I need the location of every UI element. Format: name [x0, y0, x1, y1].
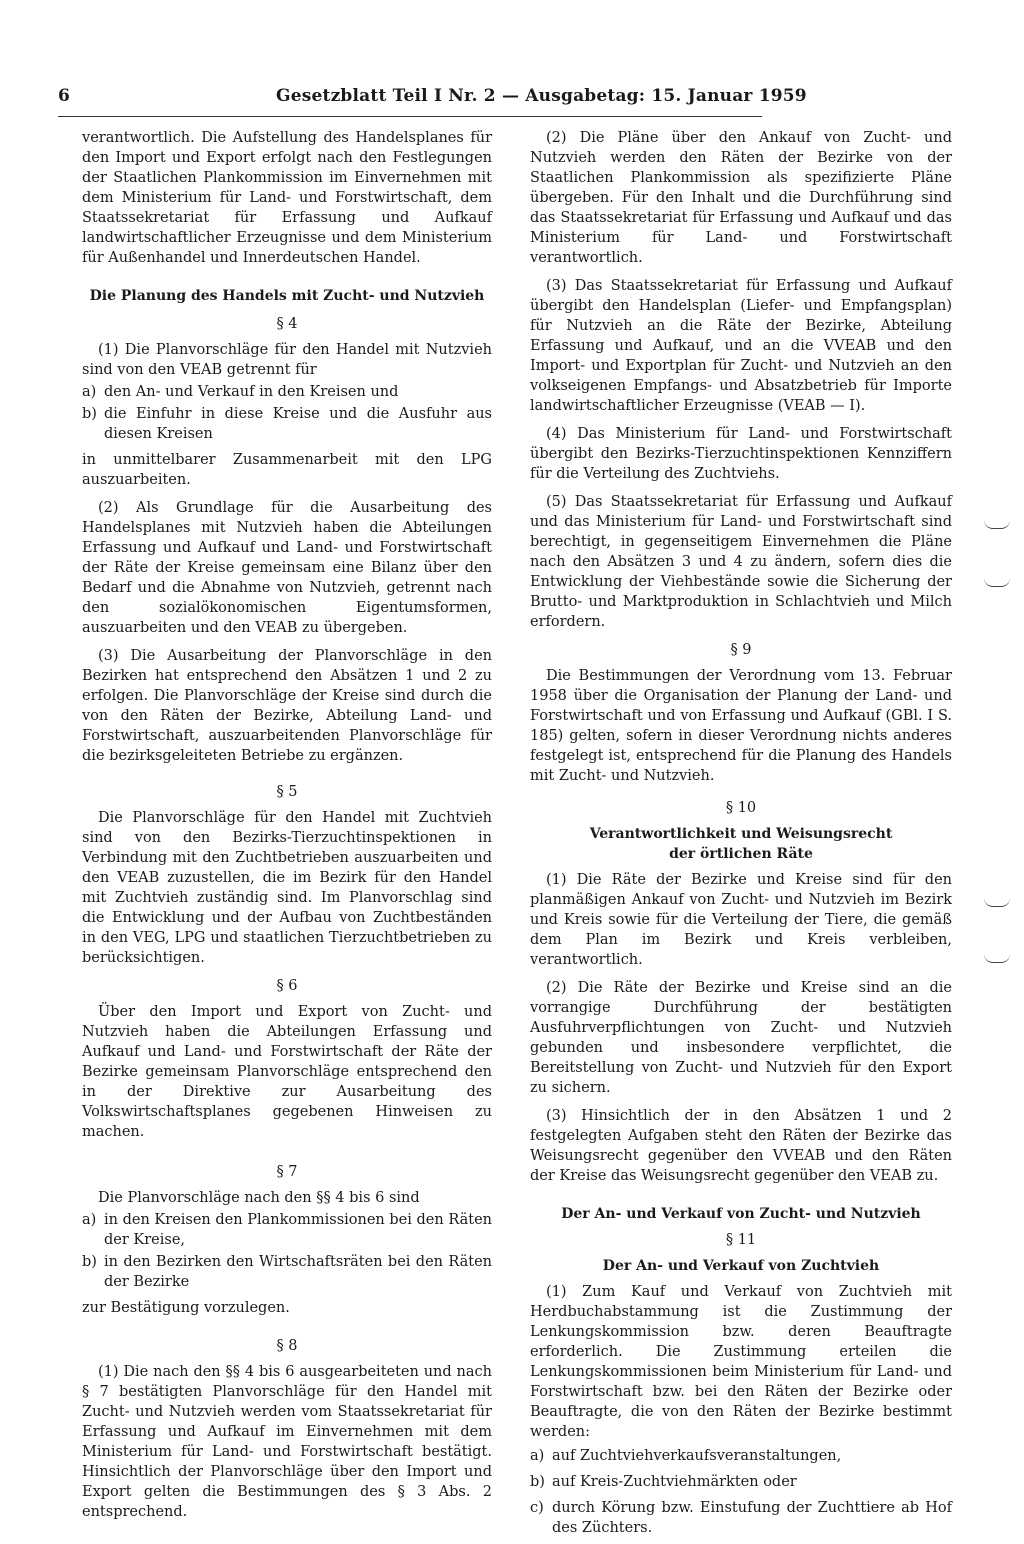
paragraph: Die Bestimmungen der Verordnung vom 13. Februar 1958 über die Organisation der Planung der Land- und Forstwirtschaft und von Erfassung und Aufkauf (GBl. I S. 185) gelten, sofern in dieser Verordnung nichts anderes festgelegt ist, entsprechend für die Planung des Handels mit Zucht- und Nutzvieh. — [530, 668, 952, 784]
list-label: c) — [530, 1500, 544, 1516]
paragraph: (1) Zum Kauf und Verkauf von Zuchtvieh mit Herdbuchabstammung ist die Zustimmung der Lenkungskommission bzw. deren Beauftragte erforderlich. Die Zustimmung erteilen die Lenkungskommissionen beim Ministerium für Land- und Forstwirtschaft bzw. bei den Räten der Bezirke oder Beauftragte, die von den Räten der Bezirke bestimmt werden: — [530, 1284, 952, 1440]
section-number-8: § 8 — [276, 1338, 298, 1354]
margin-mark — [984, 954, 1010, 963]
paragraph: (2) Die Pläne über den Ankauf von Zucht- und Nutzvieh werden den Räten der Bezirke von der Staatlichen Plankommission als spezifizierte Pläne übergeben. Für den Inhalt und die Durchführung sind das Staatssekretariat für Erfassung und Aufkauf und das Ministerium für Land- und Forstwirtschaft verantwortlich. — [530, 130, 952, 266]
list — [82, 382, 492, 444]
section-heading: Verantwortlichkeit und Weisungsrecht — [589, 826, 893, 842]
section-heading: Der An- und Verkauf von Zucht- und Nutzvieh — [561, 1206, 921, 1222]
paragraph: Die Planvorschläge für den Handel mit Zuchtvieh sind von den Bezirks-Tierzuchtinspektionen in Verbindung mit den Zuchtbetrieben auszuarbeiten und den VEAB zuzustellen, die im Bezirk für den Handel mit Zuchtvieh zuständig sind. Im Planvorschlag sind die Entwicklung und der Aufbau von Zuchtbeständen in den VEG, LPG und staatlichen Tierzuchtbetrieben zu berücksichtigen. — [82, 810, 492, 966]
section-number-5: § 5 — [276, 784, 298, 800]
list-text: in den Kreisen den Plankommissionen bei den Räten der Kreise, — [104, 1212, 492, 1248]
paragraph: (3) Das Staatssekretariat für Erfassung und Aufkauf übergibt den Handelsplan (Liefer- und Empfangsplan) für Nutzvieh an die Räte der Bezirke, Abteilung Erfassung und Aufkauf, und an die VVEAB und den Import- und Exportplan für Zucht- und Nutzvieh an den volkseigenen Empfangs- und Absatzbetrieb für Importe landwirtschaftlicher Erzeugnisse (VEAB — I). — [530, 278, 952, 414]
list-text: den An- und Verkauf in den Kreisen und — [104, 384, 399, 400]
paragraph: verantwortlich. Die Aufstellung des Handelsplanes für den Import und Export erfolgt nach den Festlegungen der Staatlichen Plankommission im Einvernehmen mit dem Ministerium für Land- und Forstwirtschaft, dem Staatssekretariat für Erfassung und Aufkauf landwirtschaftlicher Erzeugnisse und dem Ministerium für Außenhandel und Innerdeutschen Handel. — [82, 130, 492, 266]
list-item — [530, 1472, 952, 1492]
list-item — [530, 1446, 952, 1466]
list-label: b) — [530, 1474, 545, 1490]
list-label: b) — [82, 406, 97, 422]
section-number-10: § 10 — [725, 800, 757, 816]
page-title: Gesetzblatt Teil I Nr. 2 — Ausgabetag: 15. Januar 1959 — [276, 86, 807, 106]
list-item — [82, 382, 492, 402]
paragraph: (1) Die Räte der Bezirke und Kreise sind für den planmäßigen Ankauf von Zucht- und Nutzvieh im Bezirk und Kreis sowie für die Verteilung der Tiere, die gemäß dem Plan im Bezirk und Kreis verbleiben, verantwortlich. — [530, 872, 952, 968]
list-text: in den Bezirken den Wirtschaftsräten bei den Räten der Bezirke — [104, 1254, 492, 1290]
section-heading: der örtlichen Räte — [669, 846, 813, 862]
paragraph: (5) Das Staatssekretariat für Erfassung und Aufkauf und das Ministerium für Land- und Forstwirtschaft sind berechtigt, in gegenseitigem Einvernehmen die Pläne nach den Absätzen 3 und 4 zu ändern, sofern dies die Entwicklung der Viehbestände sowie die Sicherung der Brutto- und Marktproduktion in Schlachtvieh und Milch erfordern. — [530, 494, 952, 630]
paragraph: in unmittelbarer Zusammenarbeit mit den LPG auszuarbeiten. — [82, 452, 492, 488]
paragraph: (2) Als Grundlage für die Ausarbeitung des Handelsplanes mit Nutzvieh haben die Abteilungen Erfassung und Aufkauf und Land- und Forstwirtschaft der Räte der Kreise gemeinsam eine Bilanz über den Bedarf und die Abnahme von Nutzvieh, getrennt nach den sozialökonomischen Eigentumsformen, auszuarbeiten und den VEAB zu übergeben. — [82, 500, 492, 636]
margin-mark — [984, 578, 1010, 587]
section-heading: Die Planung des Handels mit Zucht- und Nutzvieh — [89, 288, 485, 304]
paragraph: Die Planvorschläge nach den §§ 4 bis 6 sind — [98, 1190, 420, 1206]
page-header — [58, 86, 807, 112]
section-number-9: § 9 — [730, 642, 752, 658]
page-number: 6 — [58, 86, 70, 106]
section-number-7: § 7 — [276, 1164, 298, 1180]
section-number-4: § 4 — [276, 316, 298, 332]
margin-mark — [984, 520, 1010, 529]
paragraph: (3) Die Ausarbeitung der Planvorschläge in den Bezirken hat entsprechend den Absätzen 1 und 2 zu erfolgen. Die Planvorschläge der Kreise sind durch die von den Räten der Bezirke, Abteilung Land- und Forstwirtschaft, auszuarbeitenden Planvorschläge für die bezirksgeleiteten Betriebe zu ergänzen. — [82, 648, 492, 764]
list-text: die Einfuhr in diese Kreise und die Ausfuhr aus diesen Kreisen — [104, 406, 492, 442]
left-column — [82, 128, 492, 1530]
margin-mark — [984, 898, 1010, 907]
list — [530, 1446, 952, 1538]
list-label: a) — [82, 1212, 97, 1228]
section-number-11: § 11 — [725, 1232, 757, 1248]
list-label: b) — [82, 1254, 97, 1270]
paragraph: (2) Die Räte der Bezirke und Kreise sind an die vorrangige Durchführung der bestätigten Ausfuhrverpflichtungen von Zucht- und Nutzvieh gebunden und insbesondere verpflichtet, die Bereitstellung von Zucht- und Nutzvieh für den Export zu sichern. — [530, 980, 952, 1096]
paragraph: Über den Import und Export von Zucht- und Nutzvieh haben die Abteilungen Erfassung und Aufkauf und Land- und Forstwirtschaft der Räte der Bezirke gemeinsam Planvorschläge entsprechend den in der Direktive zur Ausarbeitung des Volkswirtschaftsplanes gegebenen Hinweisen zu machen. — [82, 1004, 492, 1140]
list-text: auf Zuchtviehverkaufsveranstaltungen, — [552, 1448, 842, 1464]
list-item — [82, 1210, 492, 1250]
header-divider — [58, 116, 762, 117]
section-number-6: § 6 — [276, 978, 298, 994]
paragraph: (1) Die nach den §§ 4 bis 6 ausgearbeiteten und nach § 7 bestätigten Planvorschläge für den Handel mit Zucht- und Nutzvieh werden vom Staatssekretariat für Erfassung und Aufkauf im Einvernehmen mit dem Ministerium für Land- und Forstwirtschaft bestätigt. Hinsichtlich der Planvorschläge über den Import und Export gelten die Bestimmungen des § 3 Abs. 2 entsprechend. — [82, 1364, 492, 1520]
list-label: a) — [82, 384, 97, 400]
list — [82, 1210, 492, 1292]
section-heading: Der An- und Verkauf von Zuchtvieh — [602, 1258, 880, 1274]
list-item — [82, 404, 492, 444]
paragraph: zur Bestätigung vorzulegen. — [82, 1300, 290, 1316]
list-item — [82, 1252, 492, 1292]
paragraph: (3) Hinsichtlich der in den Absätzen 1 und 2 festgelegten Aufgaben steht den Räten der Bezirke das Weisungsrecht gegenüber den VVEAB und den Räten der Kreise das Weisungsrecht gegenüber den VEAB zu. — [530, 1108, 952, 1184]
list-label: a) — [530, 1448, 545, 1464]
list-item — [530, 1498, 952, 1538]
list-text: durch Körung bzw. Einstufung der Zuchttiere ab Hof des Züchters. — [552, 1500, 952, 1536]
paragraph: (4) Das Ministerium für Land- und Forstwirtschaft übergibt den Bezirks-Tierzuchtinspektionen Kennziffern für die Verteilung des Zuchtviehs. — [530, 426, 952, 482]
paragraph: (1) Die Planvorschläge für den Handel mit Nutzvieh sind von den VEAB getrennt für — [82, 342, 492, 378]
right-column — [530, 128, 952, 1544]
list-text: auf Kreis-Zuchtviehmärkten oder — [552, 1474, 797, 1490]
